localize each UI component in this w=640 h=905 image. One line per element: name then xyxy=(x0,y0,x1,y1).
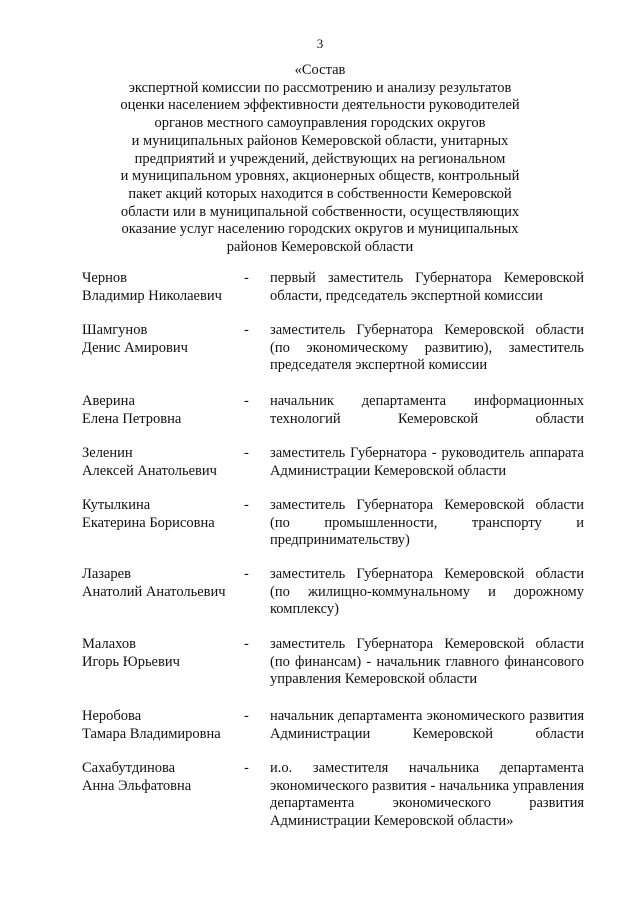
member-dash: - xyxy=(244,393,249,409)
member-given-name: Анатолий Анатольевич xyxy=(82,583,226,600)
document-heading xyxy=(60,62,580,257)
member-dash: - xyxy=(244,636,249,652)
member-role: и.о. заместителя начальника департамента экономического развития - начальника управления департамента экономического развития Администрации Кемеровской области» xyxy=(270,760,584,829)
member-given-name: Елена Петровна xyxy=(82,410,182,427)
member-surname: Чернов xyxy=(82,270,127,286)
heading-line: и муниципальном уровнях, акционерных обществ, контрольный xyxy=(120,168,520,185)
member-name xyxy=(82,322,247,357)
member-dash: - xyxy=(244,708,249,724)
member-dash: - xyxy=(244,322,249,338)
heading-line: районов Кемеровской области xyxy=(226,239,414,256)
member-role: первый заместитель Губернатора Кемеровской области, председатель экспертной комиссии xyxy=(270,270,584,304)
member-name xyxy=(82,708,247,743)
heading-line: «Состав xyxy=(294,62,346,78)
member-given-name: Владимир Николаевич xyxy=(82,287,222,304)
page-number: 3 xyxy=(316,36,324,51)
member-given-name: Алексей Анатольевич xyxy=(82,462,217,479)
member-surname: Лазарев xyxy=(82,566,131,582)
member-name xyxy=(82,445,247,480)
heading-line: органов местного самоуправления городских округов xyxy=(154,115,486,132)
member-role: заместитель Губернатора - руководитель аппарата Администрации Кемеровской области xyxy=(270,445,584,479)
member-given-name: Денис Амирович xyxy=(82,339,188,356)
member-role: начальник департамента экономического развития Администрации Кемеровской области xyxy=(270,708,584,742)
member-surname: Зеленин xyxy=(82,445,133,461)
member-name xyxy=(82,566,247,601)
member-surname: Кутылкина xyxy=(82,497,151,513)
member-given-name: Екатерина Борисовна xyxy=(82,514,215,531)
member-dash: - xyxy=(244,445,249,461)
member-surname: Малахов xyxy=(82,636,136,652)
member-role: заместитель Губернатора Кемеровской области (по финансам) - начальник главного финансового управления Кемеровской области xyxy=(270,636,584,687)
heading-line: предприятий и учреждений, действующих на региональном xyxy=(134,150,506,167)
member-surname: Сахабутдинова xyxy=(82,760,176,776)
member-surname: Неробова xyxy=(82,708,142,724)
heading-line: экспертной комиссии по рассмотрению и анализу результатов xyxy=(128,79,512,96)
member-name xyxy=(82,636,247,671)
member-dash: - xyxy=(244,566,249,582)
heading-line: оказание услуг населению городских округов и муниципальных xyxy=(121,221,519,238)
heading-line: оценки населением эффективности деятельности руководителей xyxy=(120,97,520,114)
member-given-name: Анна Эльфатовна xyxy=(82,777,192,794)
member-name xyxy=(82,270,247,305)
member-name xyxy=(82,393,247,428)
member-dash: - xyxy=(244,760,249,776)
member-given-name: Тамара Владимировна xyxy=(82,725,221,742)
member-surname: Аверина xyxy=(82,393,135,409)
heading-line: области или в муниципальной собственности, осуществляющих xyxy=(120,203,520,220)
heading-line: пакет акций которых находится в собственности Кемеровской xyxy=(128,185,512,202)
heading-line: и муниципальных районов Кемеровской области, унитарных xyxy=(131,132,509,149)
member-name xyxy=(82,760,247,795)
member-dash: - xyxy=(244,497,249,513)
member-role: начальник департамента информационных технологий Кемеровской области xyxy=(270,393,584,427)
member-dash: - xyxy=(244,270,249,286)
member-given-name: Игорь Юрьевич xyxy=(82,653,180,670)
member-role: заместитель Губернатора Кемеровской области (по жилищно-коммунальному и дорожному комплексу) xyxy=(270,566,584,617)
member-role: заместитель Губернатора Кемеровской области (по экономическому развитию), заместитель председателя экспертной комиссии xyxy=(270,322,584,373)
member-role: заместитель Губернатора Кемеровской области (по промышленности, транспорту и предпринимательству) xyxy=(270,497,584,548)
member-name xyxy=(82,497,247,532)
member-surname: Шамгунов xyxy=(82,322,148,338)
